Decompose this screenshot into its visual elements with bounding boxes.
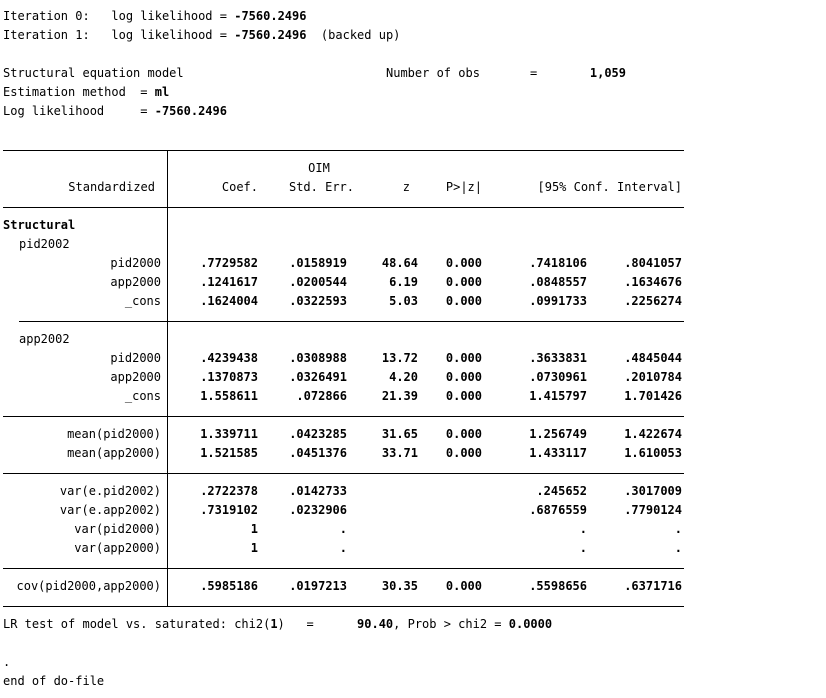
cell-hi: .3017009: [624, 484, 682, 498]
prompt-dot: .: [3, 655, 11, 669]
section-rule-var: [3, 473, 684, 474]
cell-coef: .7729582: [200, 256, 258, 270]
cell-hi: .2010784: [624, 370, 682, 384]
cell-se: .0322593: [289, 294, 347, 308]
col-header-p: P>|z|: [445, 180, 482, 194]
col-header-ci: [95% Conf. Interval]: [537, 180, 682, 194]
col-header-coef: Coef.: [221, 180, 258, 194]
cell-se: .0197213: [289, 579, 347, 593]
cell-se: .: [339, 522, 347, 536]
cell-p: 0.000: [445, 351, 482, 365]
cell-p: 0.000: [445, 427, 482, 441]
cell-lo: .7418106: [529, 256, 587, 270]
row-label: pid2000: [110, 256, 161, 270]
cell-lo: .0991733: [529, 294, 587, 308]
cell-z: 6.19: [389, 275, 418, 289]
cell-hi: 1.701426: [624, 389, 682, 403]
col-header-oim: OIM: [308, 161, 330, 175]
iteration-line-1: Iteration 1: log likelihood = -7560.2496 (backed up): [3, 28, 401, 42]
cell-z: 5.03: [389, 294, 418, 308]
cell-coef: .5985186: [200, 579, 258, 593]
cell-se: .0200544: [289, 275, 347, 289]
nobs-value: 1,059: [589, 66, 626, 80]
cell-se: .: [339, 541, 347, 555]
cell-coef: .2722378: [200, 484, 258, 498]
cell-hi: .6371716: [624, 579, 682, 593]
cell-hi: .: [674, 541, 682, 555]
group-app2002: app2002: [19, 332, 70, 346]
section-rule-mean: [3, 416, 684, 417]
cell-lo: .: [579, 522, 587, 536]
row-label: _cons: [124, 294, 161, 308]
cell-coef: .1370873: [200, 370, 258, 384]
cell-se: .0423285: [289, 427, 347, 441]
col-header-se: Std. Err.: [288, 180, 354, 194]
col-header-rowlabel: Standardized: [68, 180, 155, 194]
col-header-z: z: [402, 180, 410, 194]
cell-hi: .4845044: [624, 351, 682, 365]
row-label: cov(pid2000,app2000): [16, 579, 161, 593]
cell-coef: 1.339711: [200, 427, 258, 441]
cell-se: .072866: [296, 389, 347, 403]
cell-p: 0.000: [445, 256, 482, 270]
row-label: mean(app2000): [67, 446, 161, 460]
nobs-label: Number of obs: [386, 66, 480, 80]
row-label: var(app2000): [74, 541, 161, 555]
cell-se: .0308988: [289, 351, 347, 365]
cell-lo: 1.256749: [529, 427, 587, 441]
cell-p: [436, 501, 482, 520]
row-label: var(e.app2002): [59, 503, 161, 517]
cell-p: 0.000: [445, 275, 482, 289]
group-pid2002: pid2002: [19, 237, 70, 251]
cell-z: 4.20: [389, 370, 418, 384]
cell-p: 0.000: [445, 294, 482, 308]
table-header-rule: [3, 207, 684, 208]
row-label: mean(pid2000): [67, 427, 161, 441]
cell-coef: .1624004: [200, 294, 258, 308]
cell-coef: 1: [250, 522, 258, 536]
cell-se: .0451376: [289, 446, 347, 460]
group-rule: [19, 321, 684, 322]
cell-lo: .0730961: [529, 370, 587, 384]
cell-lo: 1.415797: [529, 389, 587, 403]
cell-se: .0158919: [289, 256, 347, 270]
model-title: Structural equation model: [3, 66, 184, 80]
end-of-do-file: end of do-file: [3, 674, 105, 688]
cell-hi: 1.610053: [624, 446, 682, 460]
cell-lo: .245652: [536, 484, 587, 498]
row-label: var(pid2000): [74, 522, 161, 536]
cell-p: 0.000: [445, 446, 482, 460]
cell-lo: .0848557: [529, 275, 587, 289]
cell-p: 0.000: [445, 370, 482, 384]
cell-coef: .7319102: [200, 503, 258, 517]
cell-z: 31.65: [381, 427, 418, 441]
cell-p: 0.000: [445, 579, 482, 593]
row-label: pid2000: [110, 351, 161, 365]
cell-coef: 1.558611: [200, 389, 258, 403]
row-label: app2000: [110, 275, 161, 289]
nobs-eq: =: [530, 66, 538, 80]
cell-coef: .1241617: [200, 275, 258, 289]
cell-coef: 1: [250, 541, 258, 555]
section-rule-cov: [3, 568, 684, 569]
cell-lo: .: [579, 541, 587, 555]
cell-p: [436, 482, 482, 501]
cell-hi: .1634676: [624, 275, 682, 289]
cell-coef: .4239438: [200, 351, 258, 365]
table-vertical-rule: [167, 150, 168, 606]
cell-z: [370, 520, 418, 539]
cell-p: [436, 539, 482, 558]
table-bottom-rule: [3, 606, 684, 607]
cell-z: [370, 482, 418, 501]
log-likelihood: Log likelihood = -7560.2496: [3, 104, 227, 118]
row-label: app2000: [110, 370, 161, 384]
cell-p: [436, 520, 482, 539]
table-top-rule: [3, 150, 684, 151]
cell-hi: 1.422674: [624, 427, 682, 441]
cell-se: .0326491: [289, 370, 347, 384]
cell-z: 13.72: [381, 351, 418, 365]
cell-z: 30.35: [381, 579, 418, 593]
iteration-line-0: Iteration 0: log likelihood = -7560.2496: [3, 9, 307, 23]
cell-hi: .: [674, 522, 682, 536]
cell-hi: .2256274: [624, 294, 682, 308]
cell-se: .0232906: [289, 503, 347, 517]
cell-z: 21.39: [381, 389, 418, 403]
cell-se: .0142733: [289, 484, 347, 498]
row-label: var(e.pid2002): [59, 484, 161, 498]
lr-test-line: LR test of model vs. saturated: chi2(1) = 90.40, Prob > chi2 = 0.0000: [3, 617, 553, 631]
cell-z: 33.71: [381, 446, 418, 460]
cell-z: [370, 539, 418, 558]
cell-z: [370, 501, 418, 520]
cell-coef: 1.521585: [200, 446, 258, 460]
cell-z: 48.64: [381, 256, 418, 270]
cell-lo: .3633831: [529, 351, 587, 365]
cell-hi: .7790124: [624, 503, 682, 517]
cell-lo: .6876559: [529, 503, 587, 517]
cell-p: 0.000: [445, 389, 482, 403]
cell-hi: .8041057: [624, 256, 682, 270]
estimation-method: Estimation method = ml: [3, 85, 170, 99]
section-structural: Structural: [3, 218, 76, 232]
row-label: _cons: [124, 389, 161, 403]
cell-lo: 1.433117: [529, 446, 587, 460]
cell-lo: .5598656: [529, 579, 587, 593]
